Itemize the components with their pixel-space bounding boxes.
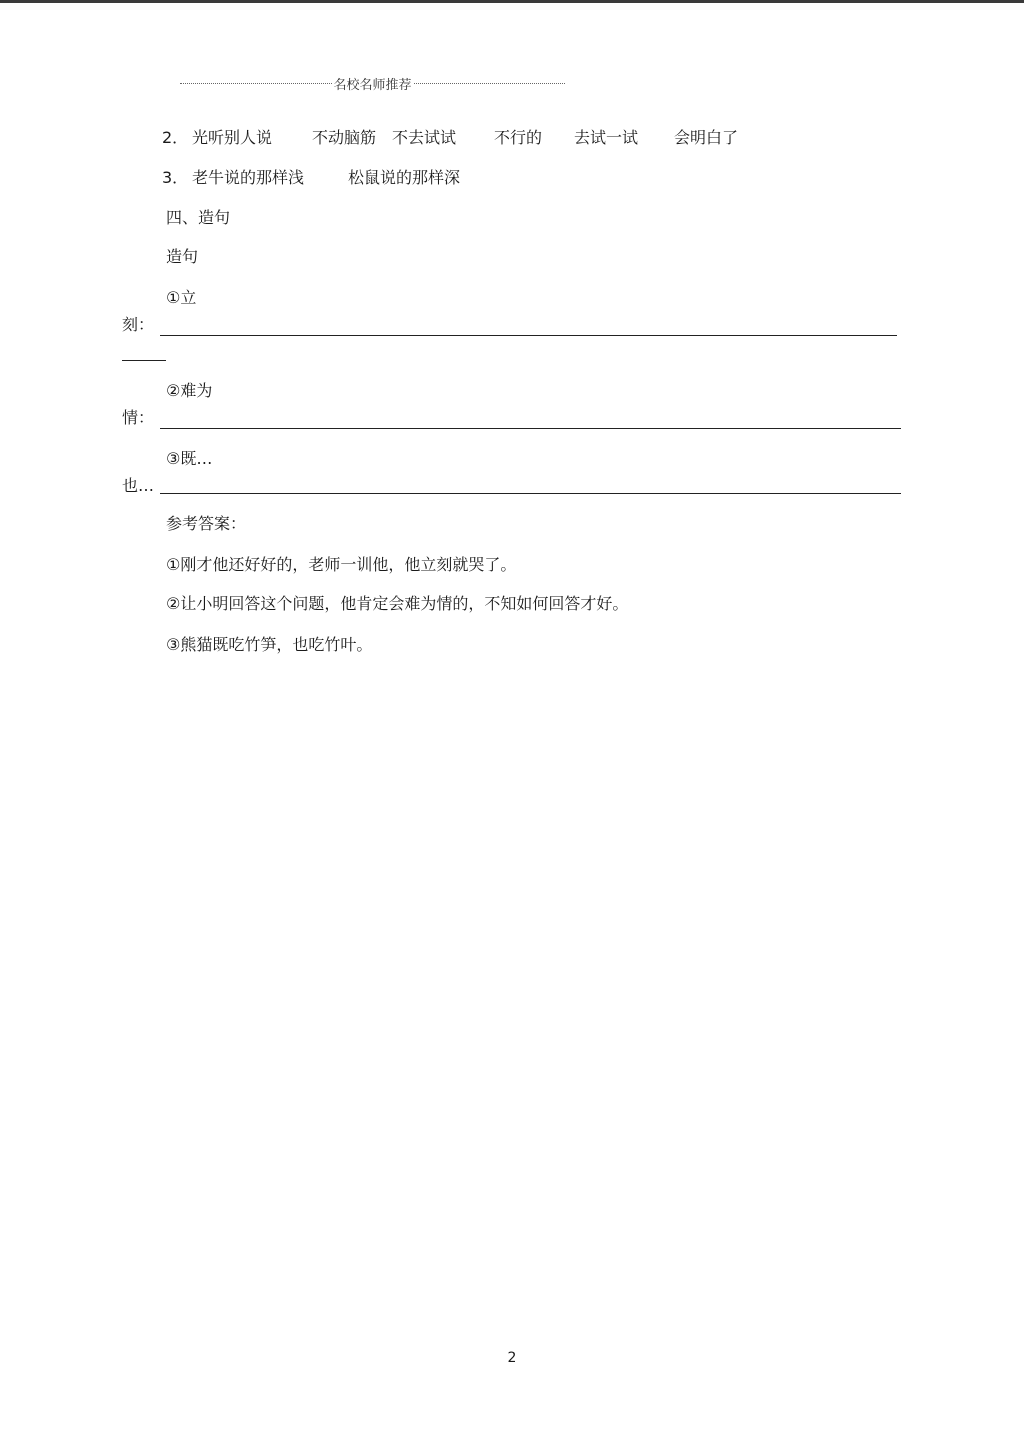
answer-item-2: ②让小明回答这个问题，他肯定会难为情的，不知如何回答才好。: [166, 594, 629, 613]
exercise-item-2: [162, 128, 782, 148]
header-dotted-rule-left: [180, 83, 332, 84]
item-2-part-2: 不动脑筋: [312, 128, 377, 147]
item-3-number: 3．: [162, 168, 189, 187]
answer-item-3: ③熊猫既吃竹笋，也吃竹叶。: [166, 635, 373, 654]
sentence-prompt-1: ①立: [166, 288, 197, 307]
item-3-part-2: 松鼠说的那样深: [348, 168, 461, 187]
item-2-part-5: 去试一试: [574, 128, 639, 147]
item-2-part-6: 会明白了: [674, 128, 739, 147]
page-header: [180, 74, 565, 93]
top-border-rule: [0, 0, 1024, 3]
sentence-prompt-2: ②难为: [166, 381, 213, 400]
sentence-continuation-3: 也…: [122, 476, 155, 495]
sentence-continuation-2: 情：: [122, 408, 155, 427]
item-2-part-1: 光听别人说: [192, 128, 273, 147]
item-2-part-4: 不行的: [494, 128, 543, 147]
answer-line-2[interactable]: [160, 428, 901, 429]
item-2-part-3: 不去试试: [392, 128, 457, 147]
answer-line-1[interactable]: [160, 335, 897, 336]
section-4-subtitle: 造句: [166, 247, 199, 266]
exercise-item-3: [162, 168, 482, 188]
answer-line-3[interactable]: [160, 493, 901, 494]
section-4-title: 四、造句: [166, 208, 231, 227]
sentence-prompt-3: ③既…: [166, 449, 213, 468]
page-number: 2: [507, 1350, 517, 1366]
item-2-number: 2．: [162, 128, 189, 147]
answer-item-1: ①刚才他还好好的，老师一训他，他立刻就哭了。: [166, 555, 517, 574]
answers-title: 参考答案：: [166, 514, 247, 533]
header-title: 名校名师推荐: [333, 78, 412, 93]
answer-line-1-overflow[interactable]: [122, 360, 166, 361]
item-3-part-1: 老牛说的那样浅: [192, 168, 305, 187]
sentence-continuation-1: 刻：: [122, 315, 155, 334]
header-dotted-rule-right: [414, 83, 566, 84]
